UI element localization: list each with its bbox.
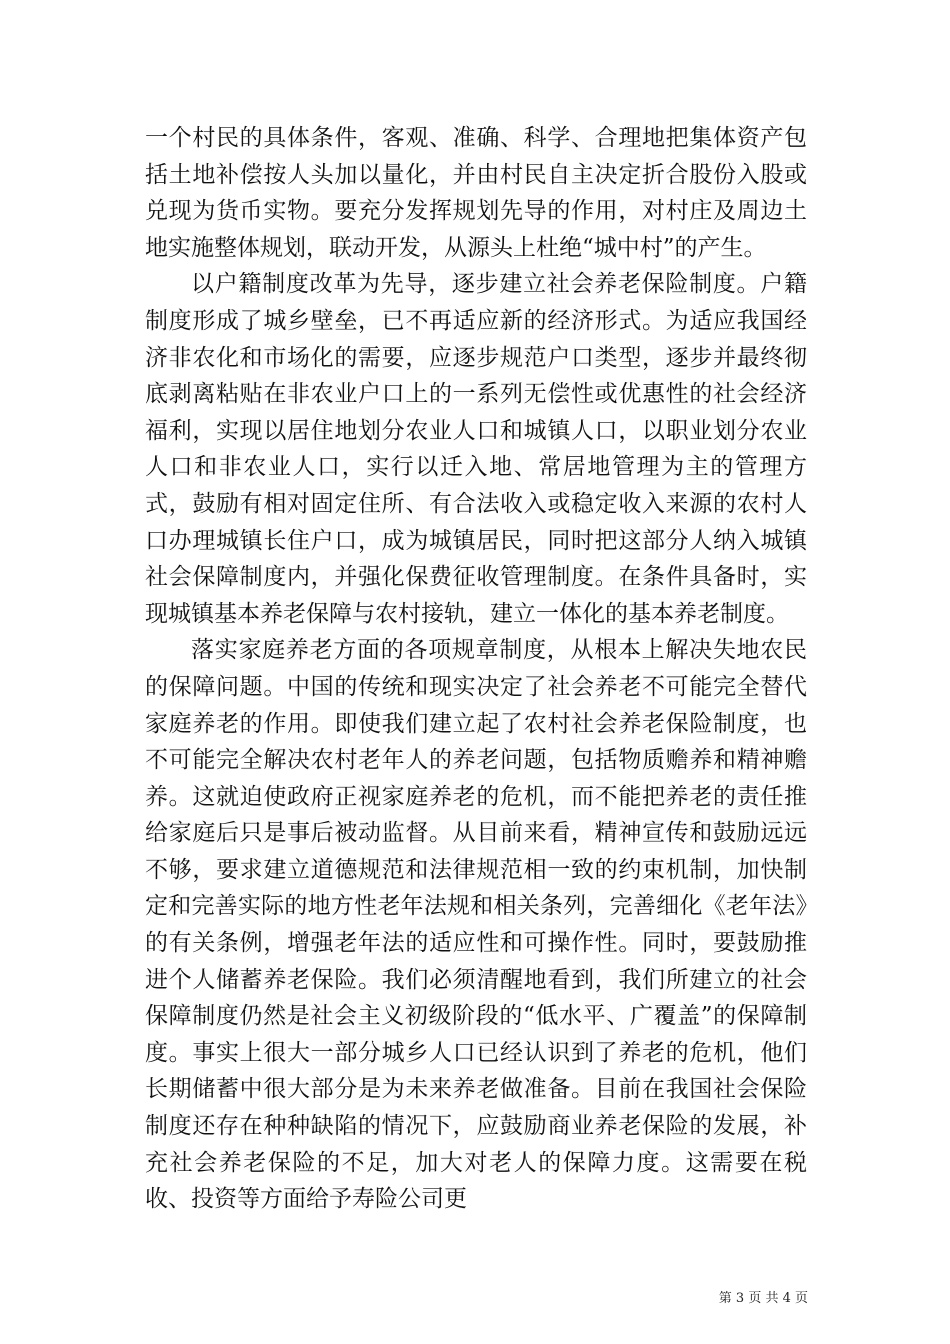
body-text — [145, 120, 807, 1218]
paragraph-1: 一个村民的具体条件，客观、准确、科学、合理地把集体资产包括土地补偿按人头加以量化，并由村民自主决定折合股份入股或兑现为货币实物。要充分发挥规划先导的作用，对村庄及周边土地实施整体规划，联动开发，从源头上杜绝“城中村”的产生。 — [145, 125, 807, 261]
page-number-footer: 第 3 页 共 4 页 — [718, 1291, 808, 1306]
paragraph-2: 以户籍制度改革为先导，逐步建立社会养老保险制度。户籍制度形成了城乡壁垒，已不再适应新的经济形式。为适应我国经济非农化和市场化的需要，应逐步规范户口类型，逐步并最终彻底剥离粘贴在非农业户口上的一系列无偿性或优惠性的社会经济福利，实现以居住地划分农业人口和城镇人口，以职业划分农业人口和非农业人口，实行以迁入地、常居地管理为主的管理方式，鼓励有相对固定住所、有合法收入或稳定收入来源的农村人口办理城镇长住户口，成为城镇居民，同时把这部分人纳入城镇社会保障制度内，并强化保费征收管理制度。在条件具备时，实现城镇基本养老保障与农村接轨，建立一体化的基本养老制度。 — [145, 271, 807, 627]
paragraph-3: 落实家庭养老方面的各项规章制度，从根本上解决失地农民的保障问题。中国的传统和现实决定了社会养老不可能完全替代家庭养老的作用。即使我们建立起了农村社会养老保险制度，也不可能完全解决农村老年人的养老问题，包括物质赡养和精神赡养。这就迫使政府正视家庭养老的危机，而不能把养老的责任推给家庭后只是事后被动监督。从目前来看，精神宣传和鼓励远远不够，要求建立道德规范和法律规范相一致的约束机制，加快制定和完善实际的地方性老年法规和相关条列，完善细化《老年法》的有关条例，增强老年法的适应性和可操作性。同时，要鼓励推进个人储蓄养老保险。我们必须清醒地看到，我们所建立的社会保障制度仍然是社会主义初级阶段的“低水平、广覆盖”的保障制度。事实上很大一部分城乡人口已经认识到了养老的危机，他们长期储蓄中很大部分是为未来养老做准备。目前在我国社会保险制度还存在种种缺陷的情况下，应鼓励商业养老保险的发展，补充社会养老保险的不足，加大对老人的保障力度。这需要在税收、投资等方面给予寿险公司更 — [145, 637, 807, 1213]
